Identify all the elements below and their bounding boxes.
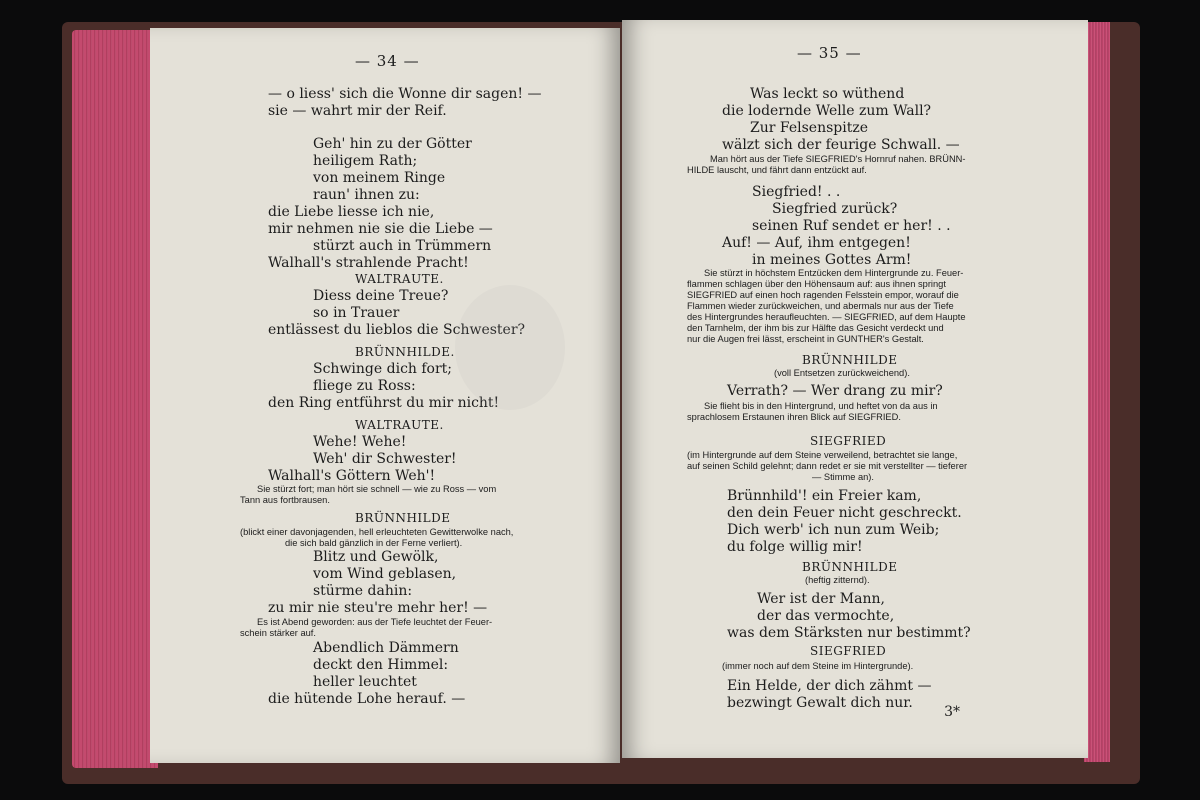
verse-line: Wehe! Wehe! xyxy=(313,434,407,450)
verse-line: raun' ihnen zu: xyxy=(313,187,420,203)
verse-line: seinen Ruf sendet er her! . . xyxy=(752,218,951,234)
verse-line: zu mir nie steu're mehr her! — xyxy=(268,600,488,616)
verse-line: Geh' hin zu der Götter xyxy=(313,136,472,152)
verse-line: Walhall's strahlende Pracht! xyxy=(268,255,469,271)
stage-direction: schein stärker auf. xyxy=(240,628,316,638)
verse-line: Siegfried zurück? xyxy=(772,201,898,217)
page-number: — 35 — xyxy=(797,44,862,62)
stage-direction: Man hört aus der Tiefe SIEGFRIED's Hornruf nahen. BRÜNN- xyxy=(710,154,966,164)
stage-direction: (blickt einer davonjagenden, hell erleuchteten Gewitterwolke nach, xyxy=(240,527,514,537)
verse-line: wälzt sich der feurige Schwall. — xyxy=(722,137,960,153)
stage-direction: den Tarnhelm, der ihm bis zur Hälfte das Gesicht verdeckt und xyxy=(687,323,944,333)
stage-direction: sprachlosem Erstaunen ihren Blick auf SIEGFRIED. xyxy=(687,412,901,422)
page-number: — 34 — xyxy=(355,52,420,70)
verse-line: den Ring entführst du mir nicht! xyxy=(268,395,500,411)
verse-line: mir nehmen nie sie die Liebe — xyxy=(268,221,493,237)
verse-line: Zur Felsenspitze xyxy=(750,120,868,136)
speaker-name: BRÜNNHILDE xyxy=(802,560,898,574)
verse-line: Verrath? — Wer drang zu mir? xyxy=(727,383,943,399)
stage-direction: auf seinen Schild gelehnt; dann redet er sie mit verstellter — tieferer xyxy=(687,461,968,471)
verse-line: heiligem Rath; xyxy=(313,153,418,169)
stage-direction: Sie flieht bis in den Hintergrund, und heftet von da aus in xyxy=(704,401,938,411)
verse-line: stürme dahin: xyxy=(313,583,413,599)
watermark-logo xyxy=(455,285,565,410)
stage-direction: (im Hintergrunde auf dem Steine verweilend, betrachtet sie lange, xyxy=(687,450,958,460)
verse-line: die lodernde Welle zum Wall? xyxy=(722,103,932,119)
stage-direction: HILDE lauscht, und fährt dann entzückt auf. xyxy=(687,165,867,175)
verse-line: der das vermochte, xyxy=(757,608,895,624)
speaker-name: BRÜNNHILDE. xyxy=(355,345,455,359)
stage-direction: Tann aus fortbrausen. xyxy=(240,495,330,505)
verse-line: du folge willig mir! xyxy=(727,539,863,555)
speaker-name: SIEGFRIED xyxy=(810,434,887,448)
stage-direction: Sie stürzt in höchstem Entzücken dem Hintergrunde zu. Feuer- xyxy=(704,268,964,278)
stage-direction: — Stimme an). xyxy=(812,472,874,482)
verse-line: die hütende Lohe herauf. — xyxy=(268,691,466,707)
page-edges-left xyxy=(72,30,158,768)
verse-line: in meines Gottes Arm! xyxy=(752,252,912,268)
verse-line: Ein Helde, der dich zähmt — xyxy=(727,678,932,694)
verse-line: Schwinge dich fort; xyxy=(313,361,453,377)
stage-direction: die sich bald gänzlich in der Ferne verliert). xyxy=(285,538,463,548)
verse-line: sie — wahrt mir der Reif. xyxy=(268,103,447,119)
verse-line: Siegfried! . . xyxy=(752,184,841,200)
verse-line: Was leckt so wüthend xyxy=(750,86,905,102)
verse-line: den dein Feuer nicht geschreckt. xyxy=(727,505,962,521)
verse-line: vom Wind geblasen, xyxy=(313,566,457,582)
speaker-name: BRÜNNHILDE xyxy=(802,353,898,367)
speaker-name: SIEGFRIED xyxy=(810,644,887,658)
verse-line: stürzt auch in Trümmern xyxy=(313,238,492,254)
stage-direction: flammen schlagen über den Höhensaum auf: aus ihnen springt xyxy=(687,279,946,289)
stage-direction: Sie stürzt fort; man hört sie schnell — wie zu Ross — vom xyxy=(257,484,497,494)
stage-direction: Flammen wieder zurückweichen, und abermals nur aus der Tiefe xyxy=(687,301,954,311)
left-page xyxy=(150,28,620,763)
stage-direction: SIEGFRIED auf einen hoch ragenden Felsstein empor, worauf die xyxy=(687,290,959,300)
stage-direction: (voll Entsetzen zurückweichend). xyxy=(774,368,910,378)
verse-line: Auf! — Auf, ihm entgegen! xyxy=(722,235,911,251)
stage-direction: (immer noch auf dem Steine im Hintergrunde). xyxy=(722,661,914,671)
speaker-name: WALTRAUTE. xyxy=(355,272,444,286)
verse-line: entlässest du lieblos die Schwester? xyxy=(268,322,526,338)
verse-line: Dich werb' ich nun zum Weib; xyxy=(727,522,940,538)
verse-line: so in Trauer xyxy=(313,305,400,321)
stage-direction: nur die Augen frei lässt, erscheint in GUNTHER's Gestalt. xyxy=(687,334,924,344)
verse-line: Blitz und Gewölk, xyxy=(313,549,439,565)
right-page xyxy=(622,20,1088,758)
verse-line: Abendlich Dämmern xyxy=(313,640,459,656)
signature-mark: 3* xyxy=(944,704,960,720)
verse-line: von meinem Ringe xyxy=(313,170,446,186)
verse-line: deckt den Himmel: xyxy=(313,657,449,673)
verse-line: Wer ist der Mann, xyxy=(757,591,885,607)
verse-line: Walhall's Göttern Weh'! xyxy=(268,468,436,484)
stage-direction: Es ist Abend geworden: aus der Tiefe leuchtet der Feuer- xyxy=(257,617,493,627)
verse-line: — o liess' sich die Wonne dir sagen! — xyxy=(268,86,542,102)
verse-line: fliege zu Ross: xyxy=(313,378,416,394)
verse-line: Brünnhild'! ein Freier kam, xyxy=(727,488,922,504)
verse-line: was dem Stärksten nur bestimmt? xyxy=(727,625,971,641)
stage-direction: des Hintergrundes heraufleuchten. — SIEGFRIED, auf dem Haupte xyxy=(687,312,966,322)
stage-direction: (heftig zitternd). xyxy=(805,575,870,585)
verse-line: Weh' dir Schwester! xyxy=(313,451,457,467)
verse-line: heller leuchtet xyxy=(313,674,417,690)
verse-line: bezwingt Gewalt dich nur. xyxy=(727,695,913,711)
speaker-name: WALTRAUTE. xyxy=(355,418,444,432)
verse-line: Diess deine Treue? xyxy=(313,288,449,304)
speaker-name: BRÜNNHILDE xyxy=(355,511,451,525)
verse-line: die Liebe liesse ich nie, xyxy=(268,204,435,220)
